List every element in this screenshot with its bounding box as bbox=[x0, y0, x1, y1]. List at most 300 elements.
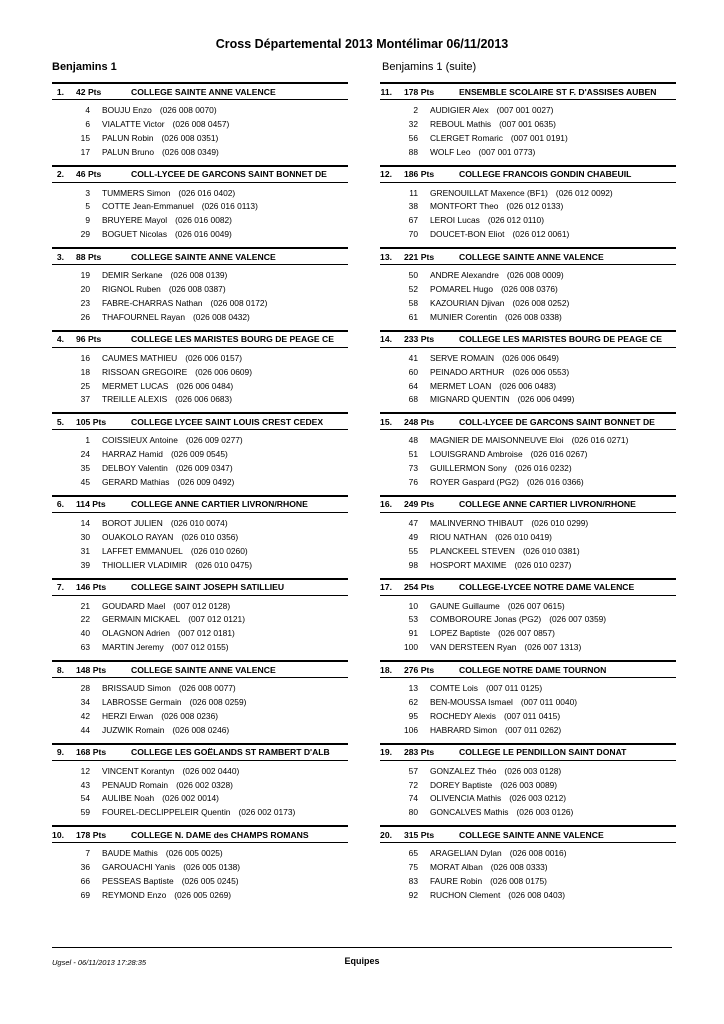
runner-row bbox=[380, 530, 676, 544]
runner-bib: 20 bbox=[80, 284, 90, 295]
runner-name: TREILLE ALEXIS bbox=[102, 394, 168, 405]
runner-bib: 3 bbox=[85, 187, 90, 198]
runner-bib: 74 bbox=[408, 793, 418, 804]
runner-license: (026 003 0126) bbox=[516, 807, 574, 818]
runner-license: (026 016 0366) bbox=[526, 476, 584, 487]
runner-bib: 19 bbox=[80, 270, 90, 281]
runner-list bbox=[52, 183, 348, 242]
runner-row bbox=[52, 764, 348, 778]
team-rank: 18. bbox=[380, 664, 392, 675]
team-school: COLLEGE ANNE CARTIER LIVRON/RHONE bbox=[459, 499, 636, 510]
team-block bbox=[52, 495, 348, 578]
runner-row bbox=[52, 268, 348, 282]
runner-bib: 25 bbox=[80, 380, 90, 391]
team-header bbox=[380, 743, 676, 761]
runner-row bbox=[380, 310, 676, 324]
runner-name: OLIVENCIA Mathis bbox=[430, 793, 502, 804]
runner-bib: 100 bbox=[404, 642, 418, 653]
runner-row bbox=[380, 475, 676, 489]
runner-name: GAUNE Guillaume bbox=[430, 600, 500, 611]
runner-bib: 62 bbox=[408, 696, 418, 707]
runner-bib: 45 bbox=[80, 476, 90, 487]
runner-list bbox=[52, 100, 348, 159]
runner-row bbox=[380, 764, 676, 778]
runner-bib: 14 bbox=[80, 517, 90, 528]
runner-name: GOUDARD Mael bbox=[102, 600, 166, 611]
runner-bib: 5 bbox=[85, 201, 90, 212]
runner-row bbox=[380, 268, 676, 282]
runner-list bbox=[380, 100, 676, 159]
runner-name: MERMET LOAN bbox=[430, 380, 492, 391]
runner-license: (026 010 0381) bbox=[522, 545, 580, 556]
runner-license: (026 008 0172) bbox=[210, 297, 268, 308]
team-school: COLLEGE LES MARISTES BOURG DE PEAGE CE bbox=[131, 334, 334, 345]
team-rank: 3. bbox=[56, 251, 64, 262]
team-rank: 13. bbox=[380, 251, 392, 262]
runner-bib: 73 bbox=[408, 463, 418, 474]
runner-row bbox=[380, 392, 676, 406]
team-points: 254 Pts bbox=[404, 582, 435, 593]
footer-divider bbox=[52, 947, 672, 948]
runner-row bbox=[52, 544, 348, 558]
runner-name: OUAKOLO RAYAN bbox=[102, 531, 174, 542]
team-header bbox=[380, 578, 676, 596]
runner-list bbox=[380, 513, 676, 572]
runner-name: GAROUACHI Yanis bbox=[102, 862, 176, 873]
runner-license: (026 002 0328) bbox=[176, 779, 233, 790]
runner-bib: 42 bbox=[80, 710, 90, 721]
runner-row bbox=[380, 433, 676, 447]
runner-name: COTTE Jean-Emmanuel bbox=[102, 201, 194, 212]
runner-bib: 92 bbox=[408, 889, 418, 900]
runner-row bbox=[52, 640, 348, 654]
runner-bib: 24 bbox=[80, 449, 90, 460]
runner-bib: 50 bbox=[408, 270, 418, 281]
runner-bib: 63 bbox=[80, 642, 90, 653]
runner-name: GONCALVES Mathis bbox=[430, 807, 509, 818]
runner-name: COMBOROURE Jonas (PG2) bbox=[430, 614, 542, 625]
runner-license: (026 008 0070) bbox=[159, 104, 217, 115]
runner-license: (026 016 0232) bbox=[514, 463, 572, 474]
team-header bbox=[52, 82, 348, 100]
runner-license: (026 008 0432) bbox=[193, 311, 250, 322]
runner-license: (026 010 0260) bbox=[190, 545, 248, 556]
runner-license: (026 007 1313) bbox=[524, 642, 582, 653]
runner-license: (026 012 0133) bbox=[506, 201, 564, 212]
runner-bib: 47 bbox=[408, 517, 418, 528]
team-points: 105 Pts bbox=[76, 416, 107, 427]
runner-bib: 49 bbox=[408, 531, 418, 542]
team-rank: 9. bbox=[56, 747, 64, 758]
right-column-heading: Benjamins 1 (suite) bbox=[382, 61, 477, 73]
runner-license: (026 008 0376) bbox=[501, 284, 558, 295]
runner-row bbox=[52, 723, 348, 737]
page-title: Cross Départemental 2013 Montélimar 06/11/2013 bbox=[215, 37, 509, 51]
team-block bbox=[380, 578, 676, 661]
team-school: COLLEGE SAINTE ANNE VALENCE bbox=[131, 86, 276, 97]
runner-bib: 11 bbox=[409, 187, 418, 198]
team-block bbox=[380, 165, 676, 248]
runner-license: (026 008 0175) bbox=[490, 876, 547, 887]
team-rank: 11. bbox=[380, 86, 392, 97]
runner-list bbox=[380, 348, 676, 407]
runner-license: (026 008 0139) bbox=[170, 270, 228, 281]
team-header bbox=[52, 578, 348, 596]
runner-row bbox=[52, 310, 348, 324]
runner-name: FAURE Robin bbox=[430, 876, 483, 887]
runner-name: DOREY Baptiste bbox=[430, 779, 493, 790]
runner-bib: 57 bbox=[408, 765, 418, 776]
runner-name: CAUMES MATHIEU bbox=[102, 352, 178, 363]
team-block bbox=[380, 330, 676, 413]
team-school: COLLEGE-LYCEE NOTRE DAME VALENCE bbox=[459, 582, 635, 593]
runner-bib: 6 bbox=[85, 118, 90, 129]
runner-name: LABROSSE Germain bbox=[102, 696, 182, 707]
runner-name: BRISSAUD Simon bbox=[102, 683, 171, 694]
runner-bib: 68 bbox=[408, 394, 418, 405]
runner-bib: 58 bbox=[408, 297, 418, 308]
runner-row bbox=[52, 860, 348, 874]
runner-bib: 18 bbox=[80, 366, 90, 377]
runner-bib: 29 bbox=[80, 229, 90, 240]
runner-bib: 64 bbox=[408, 380, 418, 391]
runner-row bbox=[380, 103, 676, 117]
runner-row bbox=[380, 695, 676, 709]
team-block bbox=[380, 82, 676, 165]
runner-bib: 37 bbox=[80, 394, 90, 405]
team-points: 46 Pts bbox=[76, 169, 102, 180]
runner-name: AUDIGIER Alex bbox=[430, 104, 489, 115]
runner-row bbox=[52, 599, 348, 613]
team-rank: 8. bbox=[56, 664, 64, 675]
runner-row bbox=[380, 199, 676, 213]
runner-name: COMTE Lois bbox=[430, 683, 478, 694]
runner-row bbox=[52, 365, 348, 379]
runner-row bbox=[380, 213, 676, 227]
runner-name: REBOUL Mathis bbox=[430, 118, 492, 129]
runner-name: HARRAZ Hamid bbox=[102, 449, 163, 460]
runner-row bbox=[380, 131, 676, 145]
runner-license: (026 016 0267) bbox=[530, 449, 588, 460]
runner-license: (026 006 0499) bbox=[517, 394, 575, 405]
team-block bbox=[52, 743, 348, 826]
runner-name: OLAGNON Adrien bbox=[102, 628, 170, 639]
runner-row bbox=[380, 227, 676, 241]
runner-license: (026 012 0092) bbox=[555, 187, 613, 198]
runner-license: (007 012 0181) bbox=[177, 628, 235, 639]
runner-bib: 98 bbox=[408, 559, 418, 570]
runner-row bbox=[380, 544, 676, 558]
runner-name: GRENOUILLAT Maxence (BF1) bbox=[430, 187, 548, 198]
runner-bib: 15 bbox=[80, 132, 90, 143]
runner-row bbox=[380, 874, 676, 888]
runner-license: (007 001 0027) bbox=[496, 104, 554, 115]
runner-license: (007 001 0635) bbox=[499, 118, 556, 129]
runner-list bbox=[380, 183, 676, 242]
runner-name: ROYER Gaspard (PG2) bbox=[430, 476, 519, 487]
team-header bbox=[52, 330, 348, 348]
runner-bib: 35 bbox=[80, 463, 90, 474]
team-points: 248 Pts bbox=[404, 416, 435, 427]
runner-list bbox=[52, 348, 348, 407]
team-rank: 20. bbox=[380, 829, 392, 840]
runner-bib: 32 bbox=[408, 118, 418, 129]
runner-list bbox=[52, 513, 348, 572]
runner-name: DELBOY Valentin bbox=[102, 463, 168, 474]
runner-row bbox=[52, 805, 348, 819]
runner-row bbox=[380, 778, 676, 792]
team-rank: 16. bbox=[380, 499, 392, 510]
runner-row bbox=[380, 186, 676, 200]
runner-row bbox=[380, 365, 676, 379]
team-block bbox=[380, 247, 676, 330]
runner-list bbox=[52, 596, 348, 655]
runner-name: VAN DERSTEEN Ryan bbox=[430, 642, 517, 653]
team-block bbox=[52, 412, 348, 495]
runner-bib: 65 bbox=[408, 848, 418, 859]
runner-bib: 60 bbox=[408, 366, 418, 377]
runner-name: BOROT JULIEN bbox=[102, 517, 163, 528]
runner-name: BAUDE Mathis bbox=[102, 848, 158, 859]
left-results-column bbox=[52, 82, 348, 908]
runner-row bbox=[380, 516, 676, 530]
team-points: 96 Pts bbox=[76, 334, 102, 345]
team-header bbox=[52, 495, 348, 513]
runner-license: (026 003 0089) bbox=[500, 779, 558, 790]
runner-row bbox=[380, 558, 676, 572]
runner-name: MORAT Alban bbox=[430, 862, 483, 873]
runner-name: VINCENT Korantyn bbox=[102, 765, 175, 776]
team-block bbox=[380, 412, 676, 495]
runner-license: (026 005 0025) bbox=[165, 848, 223, 859]
runner-row bbox=[52, 612, 348, 626]
runner-bib: 12 bbox=[80, 765, 90, 776]
team-header bbox=[380, 495, 676, 513]
runner-name: KAZOURIAN Djivan bbox=[430, 297, 505, 308]
runner-list bbox=[380, 761, 676, 820]
runner-name: WOLF Leo bbox=[430, 146, 471, 157]
runner-bib: 1 bbox=[85, 435, 90, 446]
runner-row bbox=[380, 723, 676, 737]
team-rank: 6. bbox=[56, 499, 64, 510]
footer-timestamp: Ugsel - 06/11/2013 17:28:35 bbox=[52, 958, 147, 967]
runner-bib: 40 bbox=[80, 628, 90, 639]
runner-row bbox=[52, 392, 348, 406]
runner-license: (026 010 0074) bbox=[170, 517, 228, 528]
runner-name: GONZALEZ Théo bbox=[430, 765, 497, 776]
runner-name: CLERGET Romaric bbox=[430, 132, 503, 143]
runner-row bbox=[380, 792, 676, 806]
runner-list bbox=[380, 265, 676, 324]
runner-name: MONTFORT Theo bbox=[430, 201, 499, 212]
team-rank: 1. bbox=[56, 86, 64, 97]
runner-name: REYMOND Enzo bbox=[102, 889, 167, 900]
team-rank: 15. bbox=[380, 416, 392, 427]
runner-bib: 17 bbox=[80, 146, 90, 157]
runner-name: BOGUET Nicolas bbox=[102, 229, 168, 240]
runner-license: (026 002 0173) bbox=[238, 807, 296, 818]
team-points: 178 Pts bbox=[404, 86, 435, 97]
runner-name: SERVE ROMAIN bbox=[430, 352, 495, 363]
team-rank: 2. bbox=[56, 169, 64, 180]
runner-name: MERMET LUCAS bbox=[102, 380, 169, 391]
team-header bbox=[52, 165, 348, 183]
runner-bib: 36 bbox=[80, 862, 90, 873]
runner-license: (026 008 0351) bbox=[161, 132, 219, 143]
runner-row bbox=[380, 351, 676, 365]
team-block bbox=[52, 578, 348, 661]
runner-row bbox=[52, 778, 348, 792]
runner-license: (026 006 0683) bbox=[175, 394, 232, 405]
runner-name: PESSEAS Baptiste bbox=[102, 876, 174, 887]
team-points: 249 Pts bbox=[404, 499, 435, 510]
runner-bib: 2 bbox=[413, 104, 418, 115]
runner-name: MARTIN Jeremy bbox=[102, 642, 164, 653]
runner-bib: 53 bbox=[408, 614, 418, 625]
team-block bbox=[380, 495, 676, 578]
runner-license: (026 016 0271) bbox=[571, 435, 629, 446]
team-block bbox=[380, 825, 676, 908]
runner-license: (007 011 0415) bbox=[503, 710, 561, 721]
team-school: COLLEGE FRANCOIS GONDIN CHABEUIL bbox=[459, 169, 632, 180]
runner-row bbox=[52, 186, 348, 200]
right-results-column bbox=[380, 82, 676, 908]
runner-row bbox=[52, 296, 348, 310]
runner-license: (026 005 0138) bbox=[183, 862, 241, 873]
runner-row bbox=[52, 213, 348, 227]
runner-row bbox=[380, 709, 676, 723]
team-rank: 14. bbox=[380, 334, 392, 345]
runner-name: FOUREL-DECLIPPELEIR Quentin bbox=[102, 807, 231, 818]
runner-row bbox=[380, 599, 676, 613]
runner-bib: 69 bbox=[80, 889, 90, 900]
runner-license: (026 016 0049) bbox=[175, 229, 232, 240]
runner-bib: 7 bbox=[85, 848, 90, 859]
runner-list bbox=[52, 430, 348, 489]
runner-row bbox=[380, 640, 676, 654]
team-header bbox=[52, 743, 348, 761]
team-header bbox=[380, 660, 676, 678]
team-header bbox=[380, 412, 676, 430]
team-points: 186 Pts bbox=[404, 169, 435, 180]
runner-row bbox=[52, 695, 348, 709]
team-school: COLLEGE NOTRE DAME TOURNON bbox=[459, 664, 607, 675]
runner-license: (007 012 0155) bbox=[171, 642, 229, 653]
team-header bbox=[52, 247, 348, 265]
runner-name: DOUCET-BON Eliot bbox=[430, 229, 505, 240]
runner-bib: 13 bbox=[408, 683, 418, 694]
runner-row bbox=[380, 626, 676, 640]
team-points: 283 Pts bbox=[404, 747, 435, 758]
runner-license: (026 012 0061) bbox=[512, 229, 570, 240]
team-school: COLL-LYCEE DE GARCONS SAINT BONNET DE bbox=[459, 416, 655, 427]
runner-name: ROCHEDY Alexis bbox=[430, 710, 496, 721]
runner-row bbox=[52, 351, 348, 365]
runner-bib: 67 bbox=[408, 215, 418, 226]
runner-name: TUMMERS Simon bbox=[102, 187, 171, 198]
runner-license: (007 012 0121) bbox=[188, 614, 245, 625]
runner-bib: 51 bbox=[408, 449, 418, 460]
team-block bbox=[52, 82, 348, 165]
runner-bib: 44 bbox=[80, 724, 90, 735]
runner-license: (026 009 0277) bbox=[185, 435, 243, 446]
runner-license: (026 009 0347) bbox=[175, 463, 233, 474]
runner-name: MAGNIER DE MAISONNEUVE Eloi bbox=[430, 435, 564, 446]
runner-name: PALUN Robin bbox=[102, 132, 154, 143]
runner-license: (007 011 0262) bbox=[505, 724, 562, 735]
runner-bib: 34 bbox=[80, 696, 90, 707]
team-header bbox=[380, 825, 676, 843]
runner-license: (026 006 0483) bbox=[499, 380, 557, 391]
team-rank: 17. bbox=[380, 582, 392, 593]
runner-name: VIALATTE Victor bbox=[102, 118, 165, 129]
runner-list bbox=[380, 430, 676, 489]
runner-license: (026 007 0359) bbox=[549, 614, 607, 625]
runner-bib: 31 bbox=[80, 545, 90, 556]
runner-license: (026 016 0402) bbox=[178, 187, 236, 198]
runner-name: LOUISGRAND Ambroise bbox=[430, 449, 523, 460]
team-school: COLLEGE LYCEE SAINT LOUIS CREST CEDEX bbox=[131, 416, 324, 427]
runner-license: (026 010 0299) bbox=[531, 517, 589, 528]
team-school: COLLEGE LE PENDILLON SAINT DONAT bbox=[459, 747, 627, 758]
runner-bib: 38 bbox=[408, 201, 418, 212]
runner-license: (026 012 0110) bbox=[487, 215, 544, 226]
runner-list bbox=[380, 678, 676, 737]
runner-license: (026 006 0649) bbox=[502, 352, 559, 363]
team-rank: 5. bbox=[56, 416, 64, 427]
runner-row bbox=[380, 860, 676, 874]
runner-license: (026 002 0440) bbox=[182, 765, 240, 776]
runner-license: (026 008 0009) bbox=[506, 270, 564, 281]
runner-name: GERMAIN MICKAEL bbox=[102, 614, 181, 625]
runner-bib: 75 bbox=[408, 862, 418, 873]
runner-license: (026 008 0246) bbox=[172, 724, 230, 735]
runner-name: PALUN Bruno bbox=[102, 146, 154, 157]
runner-license: (007 012 0128) bbox=[173, 600, 231, 611]
runner-name: RIGNOL Ruben bbox=[102, 284, 161, 295]
runner-row bbox=[52, 145, 348, 159]
runner-license: (026 009 0492) bbox=[177, 476, 235, 487]
team-block bbox=[380, 743, 676, 826]
runner-row bbox=[380, 612, 676, 626]
runner-name: ARAGELIAN Dylan bbox=[430, 848, 502, 859]
team-points: 88 Pts bbox=[76, 251, 102, 262]
team-school: COLLEGE LES GOËLANDS ST RAMBERT D'ALB bbox=[131, 747, 330, 758]
runner-license: (026 007 0857) bbox=[498, 628, 555, 639]
runner-name: RIOU NATHAN bbox=[430, 531, 488, 542]
runner-row bbox=[380, 846, 676, 860]
team-block bbox=[52, 165, 348, 248]
runner-license: (026 007 0615) bbox=[507, 600, 565, 611]
runner-license: (007 001 0773) bbox=[478, 146, 536, 157]
runner-license: (026 010 0475) bbox=[195, 559, 252, 570]
runner-bib: 28 bbox=[80, 683, 90, 694]
runner-name: BOUJU Enzo bbox=[102, 104, 152, 115]
runner-bib: 54 bbox=[80, 793, 90, 804]
runner-license: (026 008 0236) bbox=[161, 710, 219, 721]
team-points: 178 Pts bbox=[76, 829, 107, 840]
runner-license: (026 002 0014) bbox=[162, 793, 219, 804]
team-rank: 12. bbox=[380, 169, 392, 180]
runner-bib: 30 bbox=[80, 531, 90, 542]
runner-bib: 41 bbox=[408, 352, 418, 363]
runner-name: PEINADO ARTHUR bbox=[430, 366, 505, 377]
runner-name: COISSIEUX Antoine bbox=[102, 435, 178, 446]
team-points: 148 Pts bbox=[76, 664, 107, 675]
team-header bbox=[52, 660, 348, 678]
runner-row bbox=[52, 709, 348, 723]
runner-row bbox=[52, 199, 348, 213]
